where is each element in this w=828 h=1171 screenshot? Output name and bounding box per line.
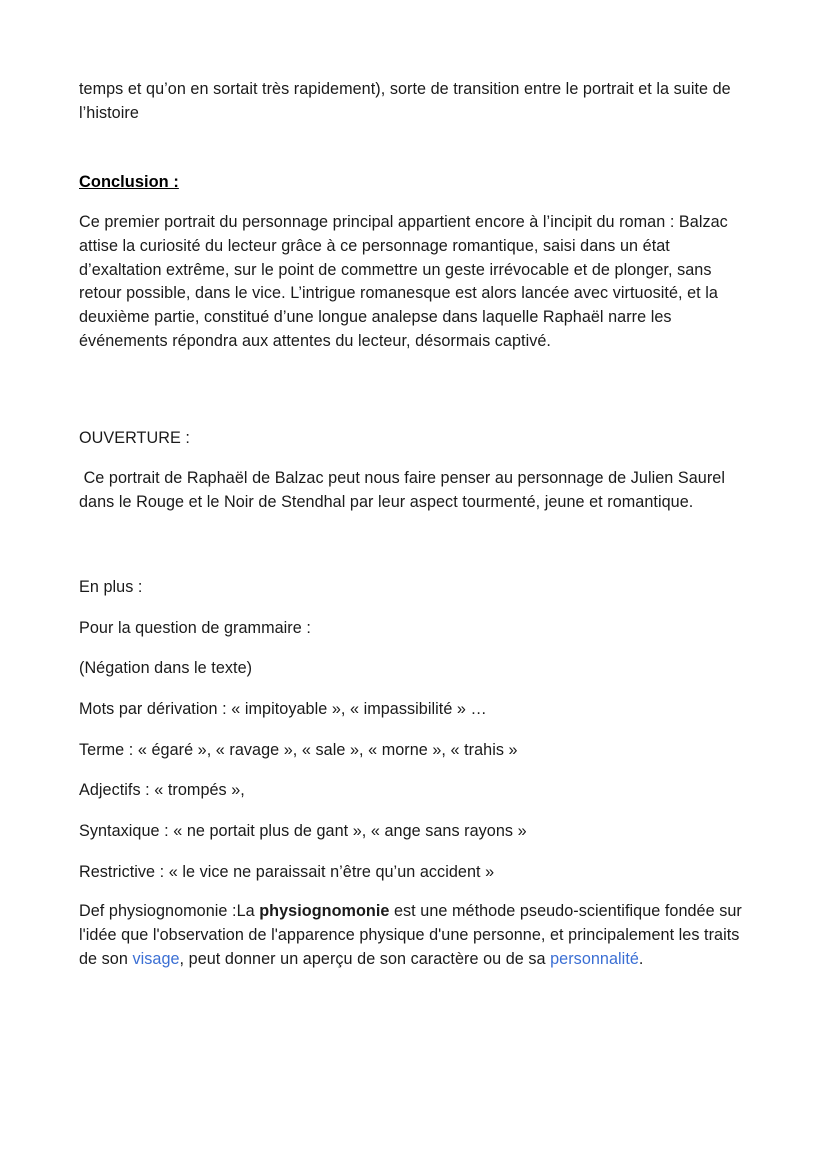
spacer <box>79 125 751 171</box>
ouverture-paragraph: Ce portrait de Raphaël de Balzac peut nous faire penser au personnage de Julien Saurel dans le Rouge et le Noir de Stendhal par leur aspect tourmenté, jeune et romantique. <box>79 468 730 511</box>
negation-line: (Négation dans le texte) <box>79 659 253 678</box>
definition-end: . <box>638 949 644 968</box>
spacer <box>79 195 751 211</box>
document-body <box>79 78 751 971</box>
conclusion-heading: Conclusion : <box>79 173 179 192</box>
derivation-line: Mots par dérivation : « impitoyable », « impassibilité » … <box>79 700 487 719</box>
spacer <box>79 514 751 576</box>
conclusion-paragraph: Ce premier portrait du personnage principal appartient encore à l’incipit du roman : Balzac attise la curiosité du lecteur grâce à ce personnage romantique, saisi dans un état d’exaltation extrême, sur le point de commettre un geste irrévocable et de plonger, sans retour possible, dans le vice. L’intrigue romanesque est alors lancée avec virtuosité, et la deuxième partie, constitué d’une longue analepse dans laquelle Raphaël narre les événements répondra aux attentes du lecteur, désormais captivé. <box>79 213 728 350</box>
spacer <box>79 353 751 427</box>
link-personnalite[interactable]: personnalité <box>550 949 639 968</box>
definition-middle-2: , peut donner un aperçu de son caractère ou de sa <box>179 949 551 968</box>
ouverture-label: OUVERTURE : <box>79 429 190 448</box>
definition-physiognomonie <box>79 900 751 971</box>
definition-middle: est une méthode pseudo-scientifique fondée sur l'idée que l'observation de l'apparence physique d'une personne, et principalement les traits de son <box>79 902 742 968</box>
spacer <box>79 451 751 467</box>
grammaire-label: Pour la question de grammaire : <box>79 618 311 637</box>
link-visage[interactable]: visage <box>132 949 180 968</box>
terme-line: Terme : « égaré », « ravage », « sale », « morne », « trahis » <box>79 740 518 759</box>
definition-lead: Def physiognomonie :La <box>79 902 260 921</box>
en-plus-label: En plus : <box>79 578 143 597</box>
restrictive-line: Restrictive : « le vice ne paraissait n’être qu’un accident » <box>79 862 495 881</box>
spacer <box>79 884 751 900</box>
definition-term: physiognomonie <box>259 902 390 921</box>
top-paragraph: temps et qu’on en sortait très rapidement), sorte de transition entre le portrait et la suite de l’histoire <box>79 80 731 122</box>
adjectifs-line: Adjectifs : « trompés », <box>79 781 245 800</box>
syntaxique-line: Syntaxique : « ne portait plus de gant », « ange sans rayons » <box>79 822 527 841</box>
